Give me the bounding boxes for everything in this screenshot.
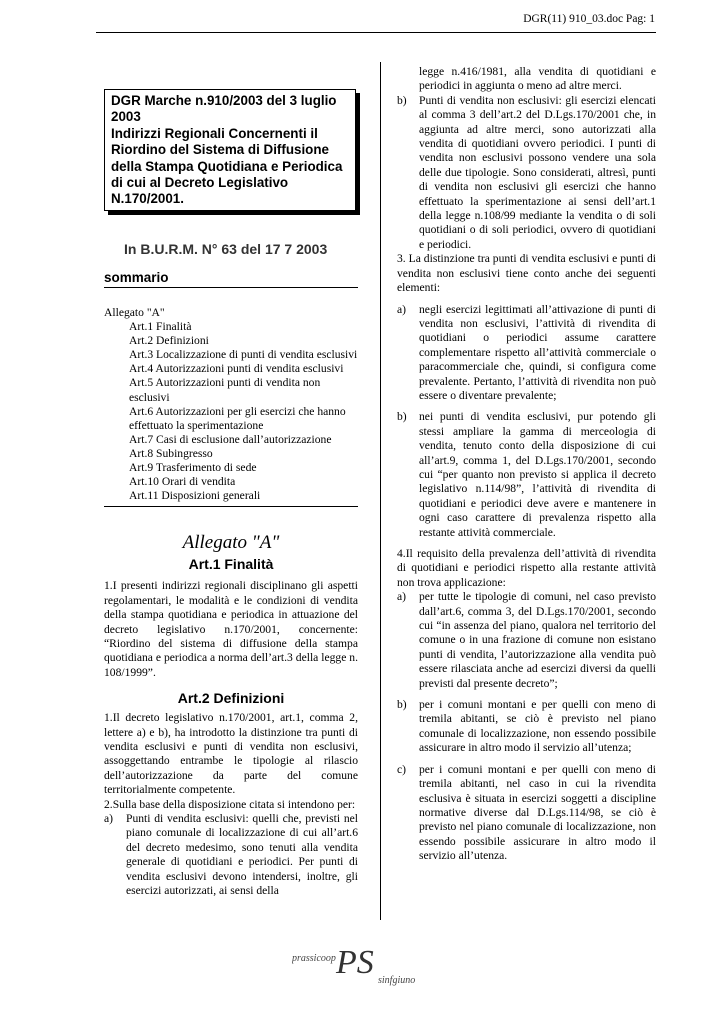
list-marker: a) <box>397 590 407 604</box>
list-text: negli esercizi legittimati all’attivazione di punti di vendita non esclusivi, l’attività di rivendita di quotidiani o periodici assume carattere complementare rispetto all’attività commerciale o paracommerciale che, quindi, si configura come prevalente. Pertanto, l’attività di rivendita non può essere o diventare prevalente; <box>419 302 656 402</box>
list-text: Punti di vendita non esclusivi: gli esercizi elencati al comma 3 dell’art.2 del D.Lgs.170/2001 che, in aggiunta ad altre merci, sono autorizzati alla vendita di quotidiani ovvero periodici. I punti di vendita non esclusivi possono vendere una sola delle due tipologie. Sono considerati, altresì, punti di vendita non esclusivi gli esercizi che hanno effettuato la sperimentazione ai sensi dell’art.1 della legge n.108/99 mediante la vendita o di soli quotidiani o di soli periodici, ovvero di quotidiani e periodici. <box>419 93 656 251</box>
title-box-frame <box>104 89 356 211</box>
list-item <box>397 410 656 540</box>
list-text: legge n.416/1981, alla vendita di quotidiani e periodici in aggiunta o meno ad altre merci. <box>419 65 656 93</box>
list-marker: c) <box>397 762 407 776</box>
toc-item: Art.6 Autorizzazioni per gli esercizi che hanno effettuato la sperimentazione <box>129 404 346 432</box>
right-column <box>397 65 656 864</box>
spacer <box>397 403 656 410</box>
left-column <box>104 64 358 898</box>
art2-paragraph-1: 1.Il decreto legislativo n.170/2001, art.1, comma 2, lettere a) e b), ha introdotto la distinzione tra punti di vendita esclusivi e punti di vendita non esclusivi, assoggettando entrambe le tipologie al rilascio dell’autorizzazione da parte del comune territorialmente competente. <box>104 711 358 797</box>
list-text: per tutte le tipologie di comuni, nel caso previsto dall’art.6, comma 3, del D.Lgs.170/2001, secondo cui “in assenza del piano, qualora nel territorio del comune o in una frazione di comune non esistano punti di vendita, l’autorizzazione alla vendita può essere rilasciata anche ad esercizi diversi da quelli previsti dal presente decreto”; <box>419 590 656 690</box>
list-text: per i comuni montani e per quelli con meno di tremila abitanti, se ciò è previsto nel piano comunale di localizzazione, non essendo possibile assicurare in altro modo il servizio all’utenza; <box>419 698 656 755</box>
burm-reference: In B.U.R.M. N° 63 del 17 7 2003 <box>124 241 328 257</box>
art2-heading: Art.2 Definizioni <box>177 690 285 707</box>
toc-item: Art.5 Autorizzazioni punti di vendita non esclusivi <box>129 376 321 404</box>
header-rule <box>96 32 656 33</box>
list-item-continued <box>397 65 656 94</box>
list-item <box>104 812 358 898</box>
logo-text-left: prassicoop <box>292 953 336 964</box>
list-marker: b) <box>397 93 407 107</box>
list-text: per i comuni montani e per quelli con meno di tremila abitanti, nel caso in cui la rivendita esclusiva è situata in esercizi soggetti a discipline normative diverse dal D.Lgs.114/98, se ciò è previsto nel piano comunale di localizzazione, non essendo possibile assicurare in altro modo il servizio all’utenza. <box>419 762 656 863</box>
toc-item: Art.1 Finalità <box>129 320 192 334</box>
list-marker: b) <box>397 410 407 424</box>
art2-paragraph-2: 2.Sulla base della disposizione citata si intendono per: <box>104 797 356 811</box>
toc-item: Art.7 Casi di esclusione dall’autorizzazione <box>129 432 332 446</box>
toc-item: Art.10 Orari di vendita <box>129 475 236 489</box>
toc-item: Art.3 Localizzazione di punti di vendita esclusivi <box>129 348 358 362</box>
spacer <box>397 296 656 303</box>
list-item <box>397 94 656 252</box>
list-marker-spacer <box>397 65 419 94</box>
paragraph-4: 4.Il requisito della prevalenza dell’attività di rivendita di quotidiani e periodici rispetto alla restante attività non trova applicazione: <box>397 547 656 589</box>
logo-letters: PS <box>336 944 374 981</box>
spacer <box>397 540 656 547</box>
list-marker: b) <box>397 698 407 712</box>
list-text: Punti di vendita esclusivi: quelli che, previsti nel piano comunale di localizzazione di cui all’art.6 del decreto medesimo, sono tenuti alla vendita generale di quotidiani e periodici. Per punti di vendita esclusivi devono intendersi, inoltre, gli esercizi autorizzati, ai sensi della <box>126 812 358 898</box>
toc-item: Art.4 Autorizzazioni punti di vendita esclusivi <box>129 362 344 376</box>
title-box <box>104 89 356 211</box>
paragraph-3: 3. La distinzione tra punti di vendita esclusivi e punti di vendita non esclusivi tiene conto anche dei seguenti elementi: <box>397 252 656 295</box>
toc-item: Art.11 Disposizioni generali <box>129 489 261 503</box>
spacer <box>397 691 656 698</box>
spacer <box>397 756 656 763</box>
list-item <box>397 763 656 864</box>
document-title: DGR Marche n.910/2003 del 3 luglio 2003 Indirizzi Regionali Concernenti il Riordino del Sistema di Diffusione della Stampa Quotidiana e Periodica di cui al Decreto Legislativo N.170/2001. <box>111 93 343 207</box>
toc-lead: Allegato "A" <box>104 306 165 319</box>
list-marker: a) <box>104 812 114 825</box>
art1-heading: Art.1 Finalità <box>188 556 274 573</box>
table-of-contents <box>104 306 358 503</box>
column-divider <box>380 62 381 920</box>
art1-text: 1.I presenti indirizzi regionali disciplinano gli aspetti regolamentari, le modalità e le condizioni di vendita della stampa quotidiana e periodica in attuazione del decreto legislativo n.170/2001, concernente: “Riordino del sistema di diffusione della stampa quotidiana e periodica a norma dell’art.3 della legge n. 108/1999”. <box>104 579 358 679</box>
toc-rule <box>104 506 358 507</box>
prassicoop-logo <box>292 937 437 997</box>
list-text: nei punti di vendita esclusivi, pur potendo gli stessi ampliare la gamma di merceologia di vendita, tenuto conto della disposizione di cui all’art.9, comma 1, del D.Lgs.170/2001, secondo cui “per quanto non previsto si applica il decreto legislativo n.114/98”, l’attività di rivendita di quotidiani e periodici deve avere e mantenere in ogni caso carattere di prevalenza rispetto alla restante attività commerciale. <box>419 410 656 539</box>
page-header: DGR(11) 910_03.doc Pag: 1 <box>523 13 655 25</box>
allegato-heading: Allegato "A" <box>182 532 280 554</box>
sommario-rule <box>104 287 358 288</box>
list-item <box>397 303 656 404</box>
list-marker: a) <box>397 302 407 316</box>
list-item <box>397 698 656 756</box>
toc-item: Art.9 Trasferimento di sede <box>129 461 257 475</box>
toc-item: Art.8 Subingresso <box>129 446 213 460</box>
toc-item: Art.2 Definizioni <box>129 334 209 348</box>
sommario-heading: sommario <box>104 270 169 285</box>
logo-text-right: sinfgiuno <box>378 975 416 986</box>
list-item <box>397 590 656 691</box>
